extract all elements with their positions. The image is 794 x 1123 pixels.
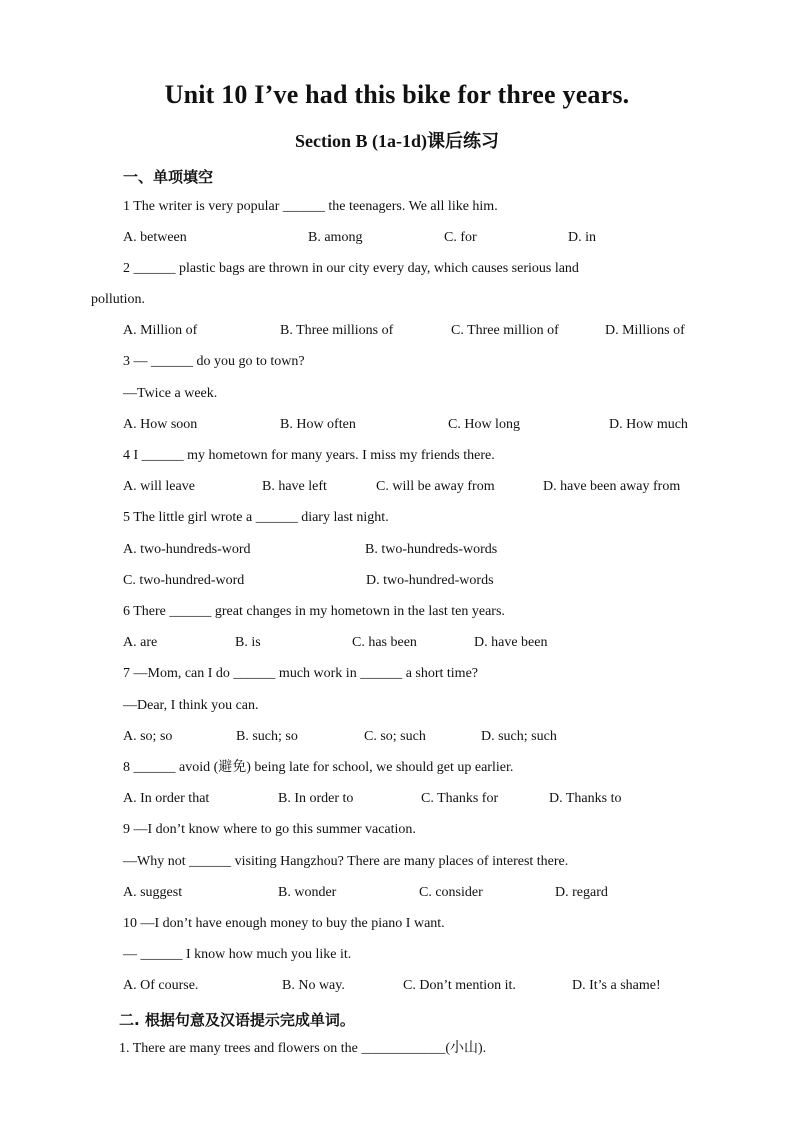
question-2-option-b: B. Three millions of bbox=[280, 323, 394, 338]
question-4-stem: 4 I ______ my hometown for many years. I miss my friends there. bbox=[123, 448, 495, 463]
question-6-option-a: A. are bbox=[123, 635, 158, 650]
question-1-option-d: D. in bbox=[568, 230, 596, 245]
question-10-option-c: C. Don’t mention it. bbox=[403, 978, 516, 993]
question-4-option-d: D. have been away from bbox=[543, 479, 681, 494]
question-9-option-d: D. regard bbox=[555, 885, 608, 900]
question-3-option-c: C. How long bbox=[448, 417, 520, 432]
question-1-stem: 1 The writer is very popular ______ the teenagers. We all like him. bbox=[123, 199, 498, 214]
question-9-option-b: B. wonder bbox=[278, 885, 337, 900]
question-10-option-b: B. No way. bbox=[282, 978, 345, 993]
question-7-option-a: A. so; so bbox=[123, 729, 173, 744]
question-3-option-d: D. How much bbox=[609, 417, 688, 432]
question-10-stem: 10 —I don’t have enough money to buy the piano I want. bbox=[123, 916, 445, 931]
question-2-option-a: A. Million of bbox=[123, 323, 198, 338]
question-7-option-c: C. so; such bbox=[364, 729, 426, 744]
question-8-option-b: B. In order to bbox=[278, 791, 354, 806]
question-8-stem: 8 ______ avoid (避免) being late for school, we should get up earlier. bbox=[123, 760, 514, 775]
question-4-option-b: B. have left bbox=[262, 479, 327, 494]
question-5-option-a: A. two-hundreds-word bbox=[123, 542, 251, 557]
question-3-reply: —Twice a week. bbox=[123, 386, 218, 401]
question-7-option-b: B. such; so bbox=[236, 729, 298, 744]
question-1-option-a: A. between bbox=[123, 230, 187, 245]
question-3-stem: 3 — ______ do you go to town? bbox=[123, 354, 305, 369]
worksheet-subtitle: Section B (1a-1d)课后练习 bbox=[295, 131, 499, 151]
question-9-stem: 9 —I don’t know where to go this summer vacation. bbox=[123, 822, 416, 837]
question-7-option-d: D. such; such bbox=[481, 729, 557, 744]
question-3-option-b: B. How often bbox=[280, 417, 356, 432]
question-9-reply: —Why not ______ visiting Hangzhou? There are many places of interest there. bbox=[123, 854, 569, 869]
question-8-option-c: C. Thanks for bbox=[421, 791, 499, 806]
question-3-option-a: A. How soon bbox=[123, 417, 198, 432]
question-9-option-c: C. consider bbox=[419, 885, 483, 900]
question-5-option-c: C. two-hundred-word bbox=[123, 573, 245, 588]
question-8-option-a: A. In order that bbox=[123, 791, 210, 806]
question-1-option-b: B. among bbox=[308, 230, 363, 245]
question-8-option-d: D. Thanks to bbox=[549, 791, 622, 806]
question-2-option-d: D. Millions of bbox=[605, 323, 685, 338]
question-6-option-d: D. have been bbox=[474, 635, 548, 650]
question-6-option-c: C. has been bbox=[352, 635, 417, 650]
question-10-option-d: D. It’s a shame! bbox=[572, 978, 661, 993]
question-10-option-a: A. Of course. bbox=[123, 978, 199, 993]
question-5-option-b: B. two-hundreds-words bbox=[365, 542, 498, 557]
section-1-heading: 一、单项填空 bbox=[123, 168, 214, 186]
worksheet-title: Unit 10 I’ve had this bike for three years. bbox=[164, 80, 630, 109]
question-7-stem: 7 —Mom, can I do ______ much work in ______ a short time? bbox=[123, 666, 479, 681]
question-2-stem: 2 ______ plastic bags are thrown in our city every day, which causes serious land bbox=[123, 261, 579, 276]
question-2-stem-continued: pollution. bbox=[91, 292, 146, 307]
question-5-option-d: D. two-hundred-words bbox=[366, 573, 494, 588]
question-6-option-b: B. is bbox=[235, 635, 261, 650]
question-4-option-a: A. will leave bbox=[123, 479, 195, 494]
question-7-reply: —Dear, I think you can. bbox=[123, 698, 259, 713]
section-2-item-1: 1. There are many trees and flowers on the ____________(小山). bbox=[119, 1041, 487, 1056]
question-5-stem: 5 The little girl wrote a ______ diary last night. bbox=[123, 510, 389, 525]
question-10-reply: — ______ I know how much you like it. bbox=[123, 947, 352, 962]
question-4-option-c: C. will be away from bbox=[376, 479, 495, 494]
question-6-stem: 6 There ______ great changes in my hometown in the last ten years. bbox=[123, 604, 505, 619]
question-9-option-a: A. suggest bbox=[123, 885, 183, 900]
question-1-option-c: C. for bbox=[444, 230, 477, 245]
section-2-heading: 二. 根据句意及汉语提示完成单词。 bbox=[119, 1011, 355, 1029]
question-2-option-c: C. Three million of bbox=[451, 323, 559, 338]
